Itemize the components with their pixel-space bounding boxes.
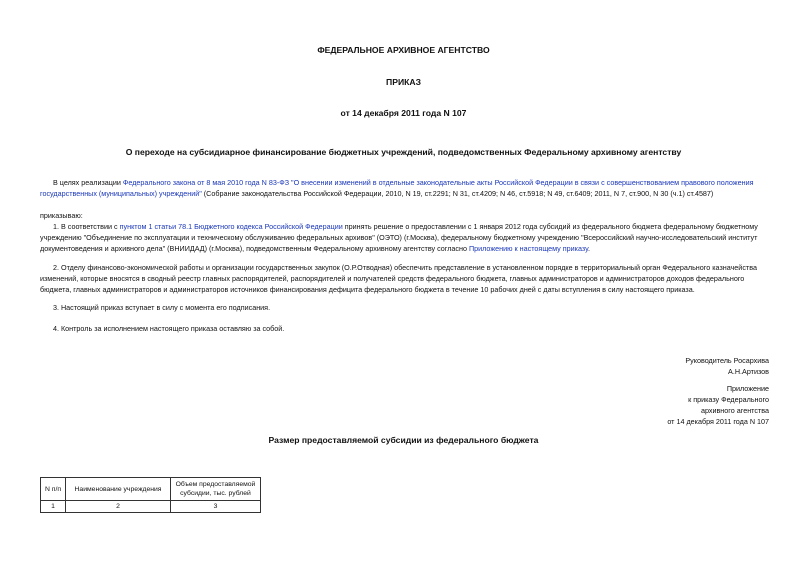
appendix-title: Размер предоставляемой субсидии из федерального бюджета	[268, 435, 539, 445]
item1-text-3: .	[587, 244, 590, 253]
doc-date-number: от 14 декабря 2011 года N 107	[340, 108, 467, 118]
subsidy-table	[40, 477, 261, 513]
preamble-text-2: (Собрание законодательства Российской Федерации, 2010, N 19, ст.2291; N 31, ст.4209; N 46, ст.5918; N 49, ст.6409; 2011, N 7, ст.900, N 30 (ч.1) ст.4587)	[201, 189, 714, 198]
federal-law-link[interactable]: Федерального закона от 8 мая 2010 года N 83-ФЗ "О внесении изменений в отдельные законодательные акты Российской Федерации в связи с совершенствованием правового положения государственных (муниципальных) учреждений"	[40, 178, 754, 198]
table-cell: 1	[41, 501, 66, 513]
preamble-text-1: В целях реализации	[53, 178, 123, 187]
table-cell: 2	[66, 501, 171, 513]
table-header-cell: Объем предоставляемой субсидии, тыс. рублей	[171, 478, 261, 501]
appendix-ref-line-3: архивного агентства	[700, 406, 769, 415]
table-header-row	[41, 478, 261, 501]
order-item-4: 4. Контроль за исполнением настоящего приказа оставляю за собой.	[53, 324, 285, 333]
appendix-ref-line-4: от 14 декабря 2011 года N 107	[667, 417, 769, 426]
order-item-3: 3. Настоящий приказ вступает в силу с момента его подписания.	[53, 303, 271, 312]
appendix-link[interactable]: Приложению к настоящему приказу	[468, 244, 588, 253]
item1-text-1: 1. В соответствии с	[53, 222, 120, 231]
appendix-ref-line-1: Приложение	[726, 384, 769, 393]
budget-code-link[interactable]: пунктом 1 статьи 78.1 Бюджетного кодекса Российской Федерации	[119, 222, 343, 231]
table-header-cell: Наименование учреждения	[66, 478, 171, 501]
doc-subject: О переходе на субсидиарное финансирование бюджетных учреждений, подведомственных Федеральному архивному агентству	[125, 147, 682, 157]
appendix-ref-line-2: к приказу Федерального	[688, 395, 769, 404]
appendix-reference	[667, 383, 769, 427]
signature-block	[685, 355, 769, 377]
signature-name: А.Н.Артизов	[728, 367, 769, 376]
doc-type-title: ПРИКАЗ	[386, 77, 421, 87]
order-item-1	[40, 221, 770, 254]
agency-title: ФЕДЕРАЛЬНОЕ АРХИВНОЕ АГЕНТСТВО	[317, 45, 490, 55]
item1-text-2: принять решение о предоставлении с 1 января 2012 года субсидий из федерального бюджета федеральному бюджетному учреждению "Объединение по эксплуатации и техническому обслуживанию федеральных архивов" (ОЭТО) (г.Москва), федеральному бюджетному учреждению "Всероссийский научно-исследовательский институт документоведения и архивного дела" (ВНИИДАД) (г.Москва), подведомственным Федеральному архивному агентству согласно	[40, 222, 758, 253]
table-header-cell: N п/п	[41, 478, 66, 501]
signature-position: Руководитель Росархива	[685, 356, 769, 365]
order-item-2: 2. Отделу финансово-экономической работы и организации государственных закупок (О.Р.Отводная) обеспечить представление в установленном порядке в территориальный орган Федерального казначейства изменений, которые вносятся в сводный реестр главных распорядителей, распорядителей и получателей средств федерального бюджета, главных администраторов и администраторов доходов федерального бюджета, главных администраторов и администраторов источников финансирования дефицита федерального бюджета в течение 10 рабочих дней с даты вступления в силу настоящего приказа.	[40, 263, 757, 294]
table-cell: 3	[171, 501, 261, 513]
preamble-paragraph	[40, 177, 770, 199]
table-row	[41, 501, 261, 513]
order-word: приказываю:	[40, 211, 83, 220]
